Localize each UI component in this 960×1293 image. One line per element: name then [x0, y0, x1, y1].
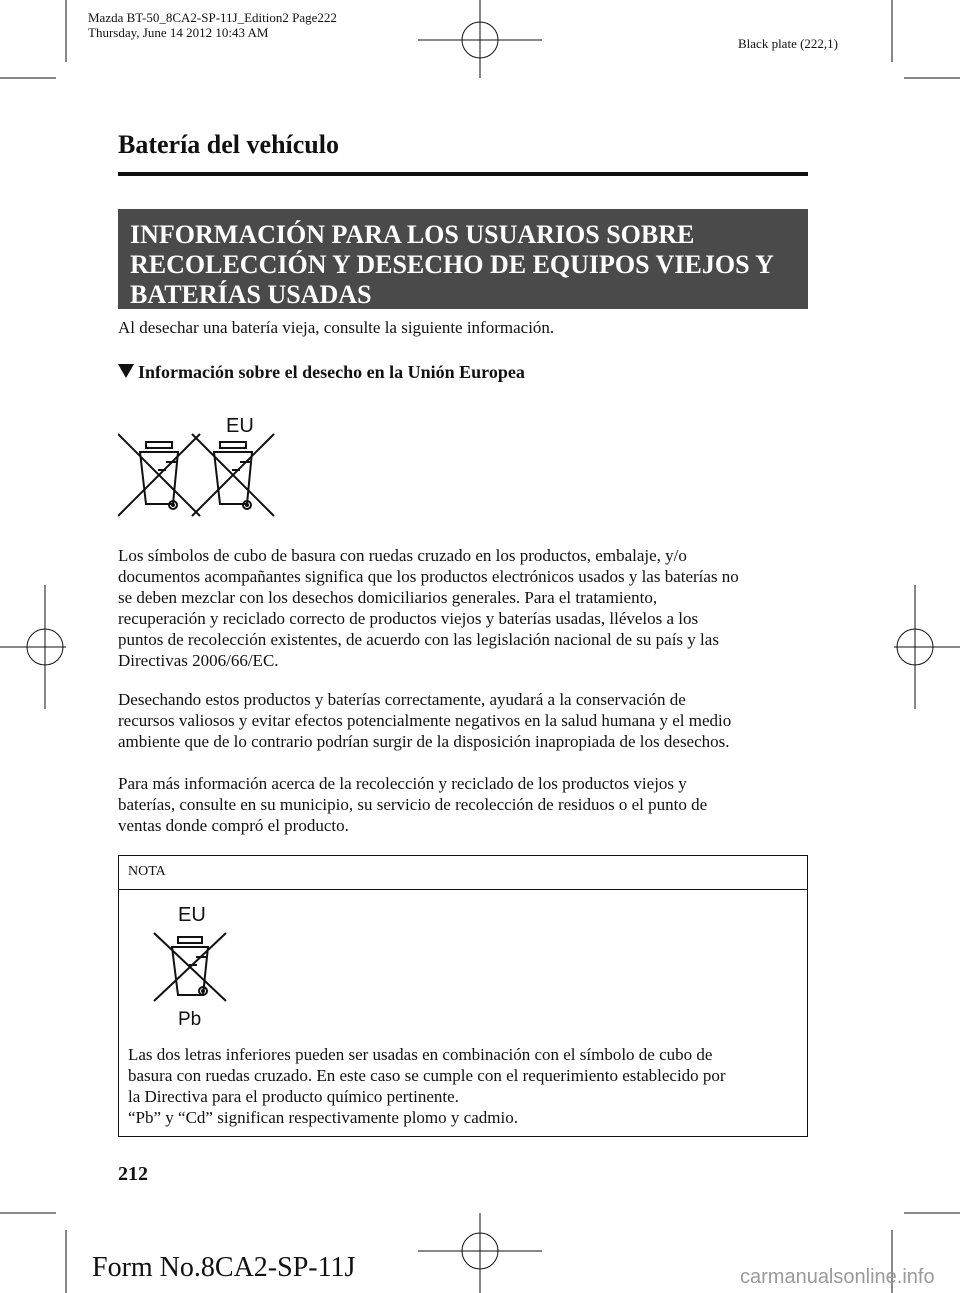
file-info-line2: Thursday, June 14 2012 10:43 AM: [88, 25, 269, 40]
crossed-wheelie-bin-icon: [118, 434, 200, 516]
page-number: 212: [118, 1163, 148, 1185]
subheading-text: Información sobre el desecho en la Unión Europea: [138, 362, 525, 382]
watermark: carmanualsonline.info: [740, 1266, 935, 1288]
paragraph-line: Para más información acerca de la recolección y reciclado de los productos viejos y: [118, 774, 687, 793]
title-rule: [118, 172, 808, 176]
file-info: [88, 10, 337, 40]
note-line: Las dos letras inferiores pueden ser usadas en combinación con el símbolo de cubo de: [128, 1045, 713, 1064]
banner-line: INFORMACIÓN PARA LOS USUARIOS SOBRE: [130, 220, 695, 249]
paragraph-line: Los símbolos de cubo de basura con ruedas cruzado en los productos, embalaje, y/o: [118, 546, 687, 565]
eu-label: EU: [178, 904, 206, 926]
section-title: Batería del vehículo: [118, 130, 339, 159]
triangle-down-icon: [118, 364, 134, 378]
paragraph-symbols-meaning: [118, 545, 808, 671]
note-label: NOTA: [128, 864, 166, 879]
note-line: basura con ruedas cruzado. En este caso se cumple con el requerimiento establecido por: [128, 1066, 726, 1085]
file-info-line1: Mazda BT-50_8CA2-SP-11J_Edition2 Page222: [88, 10, 337, 25]
paragraph-line: baterías, consulte en su municipio, su servicio de recolección de residuos o el punto de: [118, 795, 708, 814]
intro-text: Al desechar una batería vieja, consulte la siguiente información.: [118, 318, 555, 337]
heading-banner: [118, 209, 808, 309]
crossed-wheelie-bin-icon: [154, 933, 226, 1001]
crossed-wheelie-bin-icon: [192, 434, 274, 516]
paragraph-line: puntos de recolección existentes, de acuerdo con las legislación nacional de su país y las: [118, 630, 719, 649]
note-separator: [118, 889, 808, 890]
eu-label: EU: [226, 415, 254, 437]
form-number: Form No.8CA2-SP-11J: [92, 1252, 356, 1283]
plate-label: Black plate (222,1): [738, 36, 838, 51]
paragraph-line: ambiente que de lo contrario podrían surgir de la disposición inapropiada de los desechos.: [118, 732, 730, 751]
paragraph-line: recuperación y reciclado correcto de productos viejos y baterías usadas, llévelos a los: [118, 609, 699, 628]
banner-line: RECOLECCIÓN Y DESECHO DE EQUIPOS VIEJOS Y: [130, 250, 774, 279]
note-line: “Pb” y “Cd” significan respectivamente plomo y cadmio.: [128, 1108, 518, 1127]
paragraph-line: Directivas 2006/66/EC.: [118, 651, 279, 670]
paragraph-more-info: [118, 773, 808, 836]
banner-line: BATERÍAS USADAS: [130, 280, 372, 309]
paragraph-line: Desechando estos productos y baterías correctamente, ayudará a la conservación de: [118, 690, 686, 709]
bin-symbol-pb: [150, 897, 240, 1032]
paragraph-line: se deben mezclar con los desechos domiciliarios generales. Para el tratamiento,: [118, 588, 658, 607]
subheading: [118, 362, 525, 383]
pb-label: Pb: [178, 1009, 202, 1030]
recycling-symbols: [118, 410, 288, 520]
paragraph-benefits: [118, 689, 808, 752]
paragraph-line: documentos acompañantes significa que los productos electrónicos usados y las baterías no: [118, 567, 739, 586]
note-line: la Directiva para el producto químico pertinente.: [128, 1087, 459, 1106]
paragraph-line: recursos valiosos y evitar efectos potencialmente negativos en la salud humana y el medio: [118, 711, 732, 730]
note-text: [128, 1044, 726, 1128]
paragraph-line: ventas donde compró el producto.: [118, 816, 349, 835]
